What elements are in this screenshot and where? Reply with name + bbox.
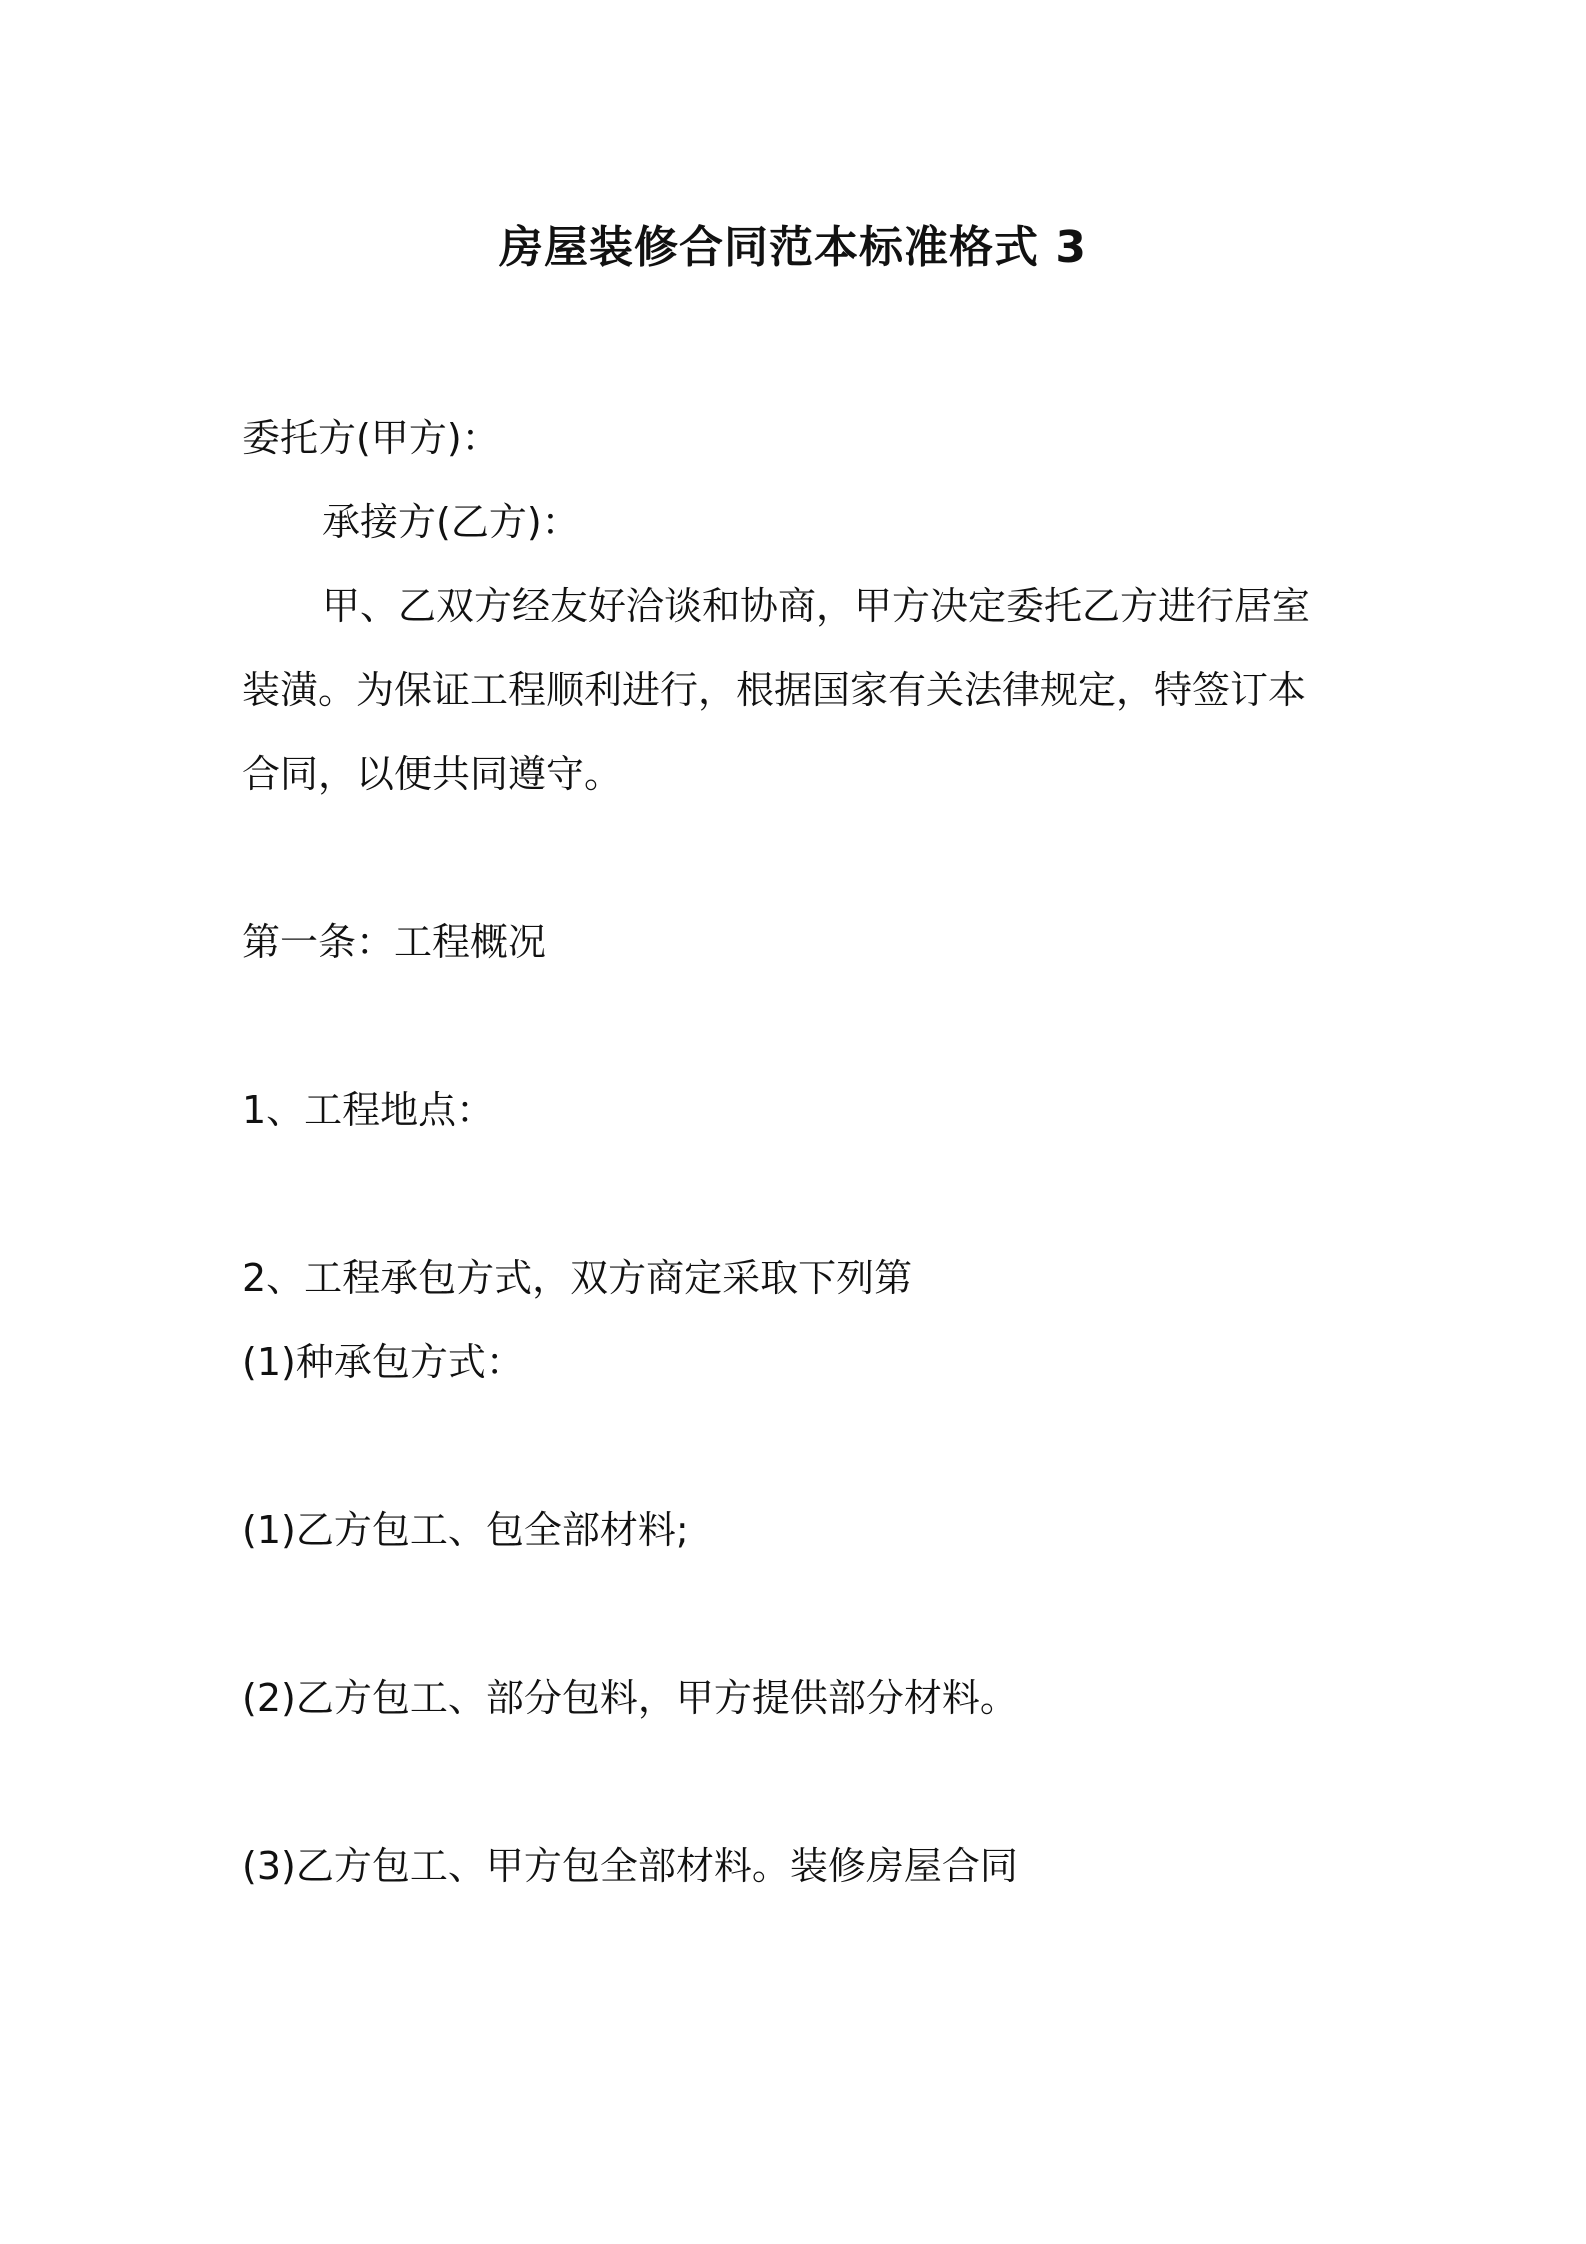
option-2: (2)乙方包工、部分包料，甲方提供部分材料。 bbox=[242, 1676, 1018, 1720]
party-a-label: 委托方(甲方)： bbox=[242, 416, 500, 460]
article-1-heading: 第一条：工程概况 bbox=[242, 920, 547, 964]
document-title: 房屋装修合同范本标准格式 3 bbox=[499, 222, 1087, 273]
item-2-line-2: (1)种承包方式： bbox=[242, 1340, 524, 1384]
option-1: (1)乙方包工、包全部材料; bbox=[242, 1508, 689, 1552]
intro-line-2: 装潢。为保证工程顺利进行，根据国家有关法律规定，特签订本 bbox=[242, 668, 1307, 712]
item-1-location: 1、工程地点： bbox=[242, 1088, 495, 1132]
intro-line-1: 甲、乙双方经友好洽谈和协商，甲方决定委托乙方进行居室 bbox=[322, 584, 1311, 628]
item-2-line-1: 2、工程承包方式，双方商定采取下列第 bbox=[242, 1256, 913, 1300]
option-3: (3)乙方包工、甲方包全部材料。装修房屋合同 bbox=[242, 1844, 1018, 1888]
party-b-label: 承接方(乙方)： bbox=[322, 500, 580, 544]
intro-line-3: 合同，以便共同遵守。 bbox=[242, 752, 623, 796]
